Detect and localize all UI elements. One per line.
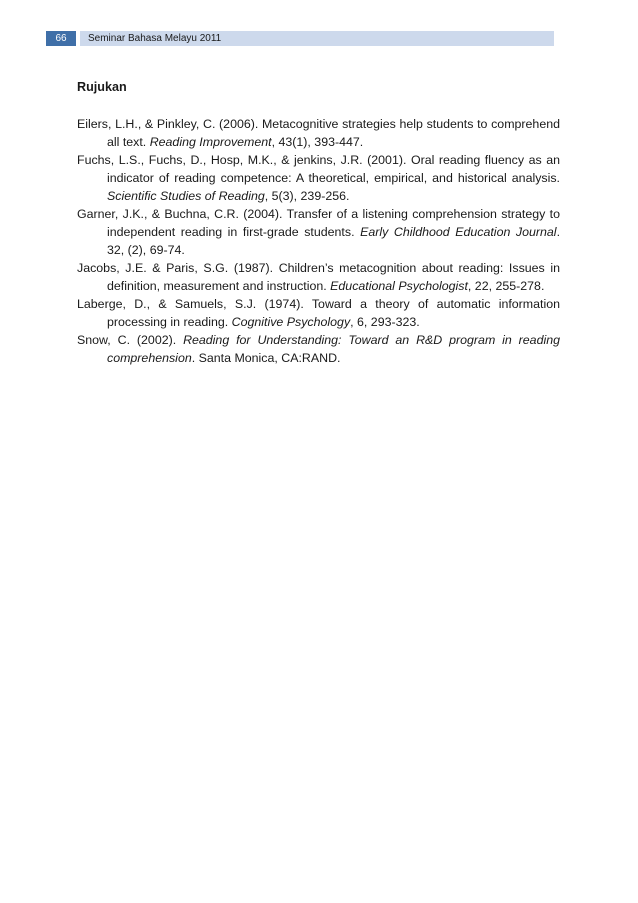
reference-entry: [77, 151, 560, 205]
reference-text: Eilers, L.H., & Pinkley, C. (2006). Metacognitive strategies help students to comprehend all text.: [77, 117, 560, 149]
reference-details: , 5(3), 239-256.: [264, 189, 350, 203]
reference-text: Fuchs, L.S., Fuchs, D., Hosp, M.K., & jenkins, J.R. (2001). Oral reading fluency as an indicator of reading competence: A theoretical, empirical, and historical analysis.: [77, 153, 560, 185]
reference-details: . Santa Monica, CA:RAND.: [191, 351, 341, 365]
reference-text: Jacobs, J.E. & Paris, S.G. (1987). Children’s metacognition about reading: Issues in definition, measurement and instruction.: [77, 261, 560, 293]
reference-source: Early Childhood Education Journal: [360, 225, 557, 239]
reference-text: Laberge, D., & Samuels, S.J. (1974). Toward a theory of automatic information processing in reading.: [77, 297, 560, 329]
reference-details: , 22, 255-278.: [467, 279, 545, 293]
page-number: 66: [46, 31, 76, 46]
reference-source: Cognitive Psychology: [231, 315, 351, 329]
reference-entry: [77, 115, 560, 151]
reference-text: Snow, C. (2002).: [77, 333, 184, 347]
references-section: [77, 78, 560, 367]
reference-source: Educational Psychologist: [330, 279, 468, 293]
reference-entry: [77, 259, 560, 295]
reference-details: . 32, (2), 69-74.: [107, 225, 561, 257]
reference-source: Scientific Studies of Reading: [107, 189, 265, 203]
reference-entry: [77, 295, 560, 331]
reference-details: , 43(1), 393-447.: [271, 135, 364, 149]
section-heading: Rujukan: [77, 80, 127, 94]
reference-entry: [77, 331, 560, 367]
reference-source: Reading Improvement: [149, 135, 272, 149]
running-title: Seminar Bahasa Melayu 2011: [80, 31, 554, 46]
reference-entry: [77, 205, 560, 259]
reference-text: Garner, J.K., & Buchna, C.R. (2004). Transfer of a listening comprehension strategy to independent reading in first-grade students.: [77, 207, 560, 239]
reference-details: , 6, 293-323.: [350, 315, 420, 329]
reference-source: Reading for Understanding: Toward an R&D program in reading comprehension: [107, 333, 561, 365]
page-header: [46, 31, 554, 46]
